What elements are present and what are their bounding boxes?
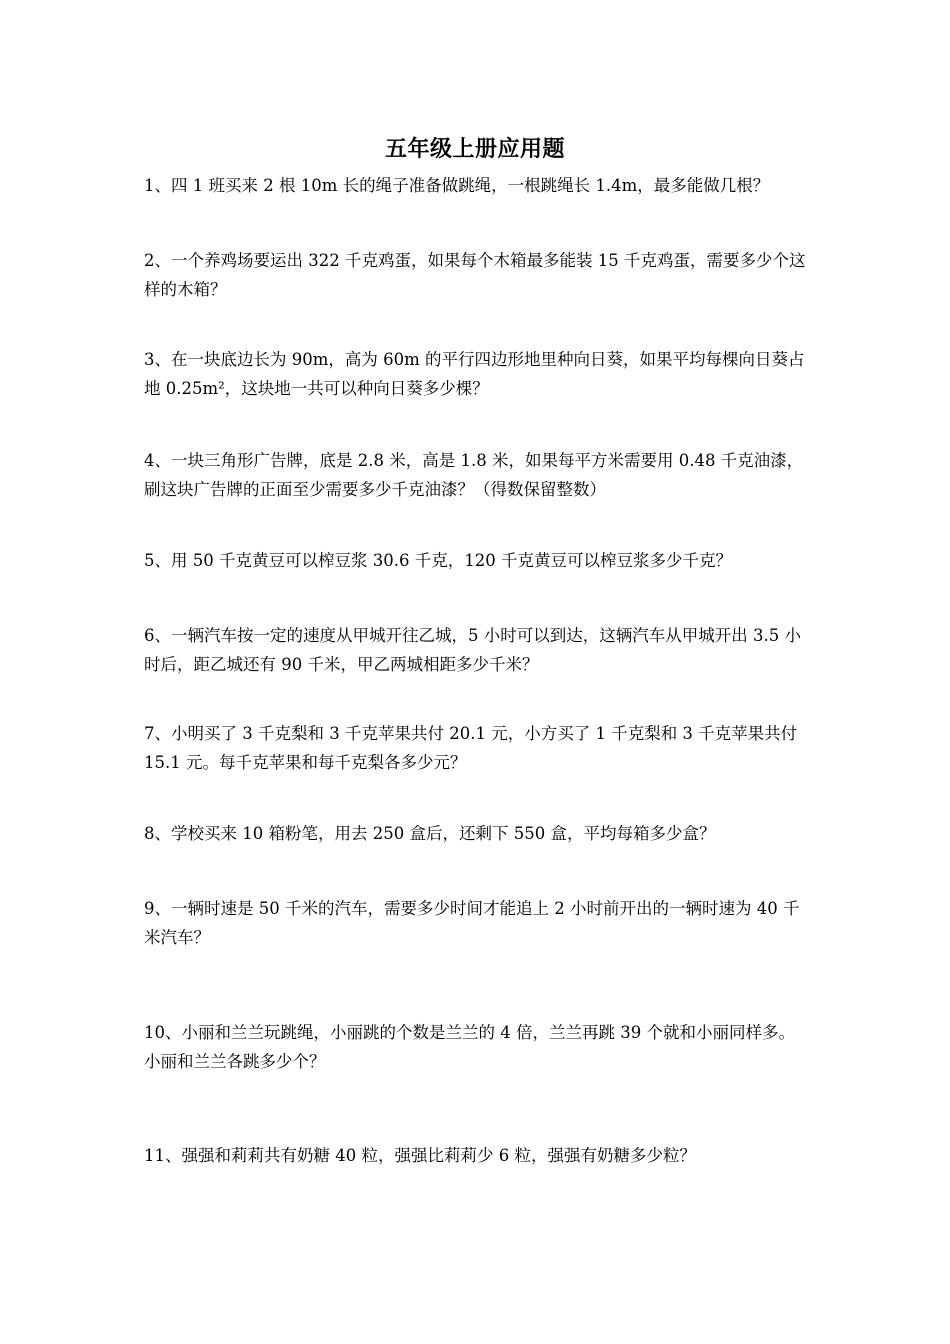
problem-3: 3、在一块底边长为 90m，高为 60m 的平行四边形地里种向日葵，如果平均每棵向日葵占地 0.25m²，这块地一共可以种向日葵多少棵？ (144, 350, 805, 398)
problem-9: 9、一辆时速是 50 千米的汽车，需要多少时间才能追上 2 小时前开出的一辆时速为 40 千米汽车？ (144, 899, 800, 947)
problem-10: 10、小丽和兰兰玩跳绳，小丽跳的个数是兰兰的 4 倍，兰兰再跳 39 个就和小丽同样多。小丽和兰兰各跳多少个？ (144, 1023, 795, 1071)
problem-5: 5、用 50 千克黄豆可以榨豆浆 30.6 千克，120 千克黄豆可以榨豆浆多少千克？ (144, 551, 732, 570)
problem-4: 4、一块三角形广告牌，底是 2.8 米，高是 1.8 米，如果每平方米需要用 0.48 千克油漆，刷这块广告牌的正面至少需要多少千克油漆？（得数保留整数） (144, 451, 804, 499)
problem-1: 1、四 1 班买来 2 根 10m 长的绳子准备做跳绳，一根跳绳长 1.4m，最多能做几根？ (144, 176, 770, 195)
problem-11: 11、强强和莉莉共有奶糖 40 粒，强强比莉莉少 6 粒，强强有奶糖多少粒？ (144, 1146, 696, 1165)
document-title: 五年级上册应用题 (384, 136, 565, 162)
problem-7: 7、小明买了 3 千克梨和 3 千克苹果共付 20.1 元，小方买了 1 千克梨和 3 千克苹果共付 15.1 元。每千克苹果和每千克梨各多少元？ (144, 724, 798, 772)
problem-6: 6、一辆汽车按一定的速度从甲城开往乙城，5 小时可以到达，这辆汽车从甲城开出 3.5 小时后，距乙城还有 90 千米，甲乙两城相距多少千米？ (144, 626, 801, 674)
problem-8: 8、学校买来 10 箱粉笔，用去 250 盒后，还剩下 550 盒，平均每箱多少盒？ (144, 824, 716, 843)
problem-2: 2、一个养鸡场要运出 322 千克鸡蛋，如果每个木箱最多能装 15 千克鸡蛋，需要多少个这样的木箱？ (144, 251, 806, 299)
